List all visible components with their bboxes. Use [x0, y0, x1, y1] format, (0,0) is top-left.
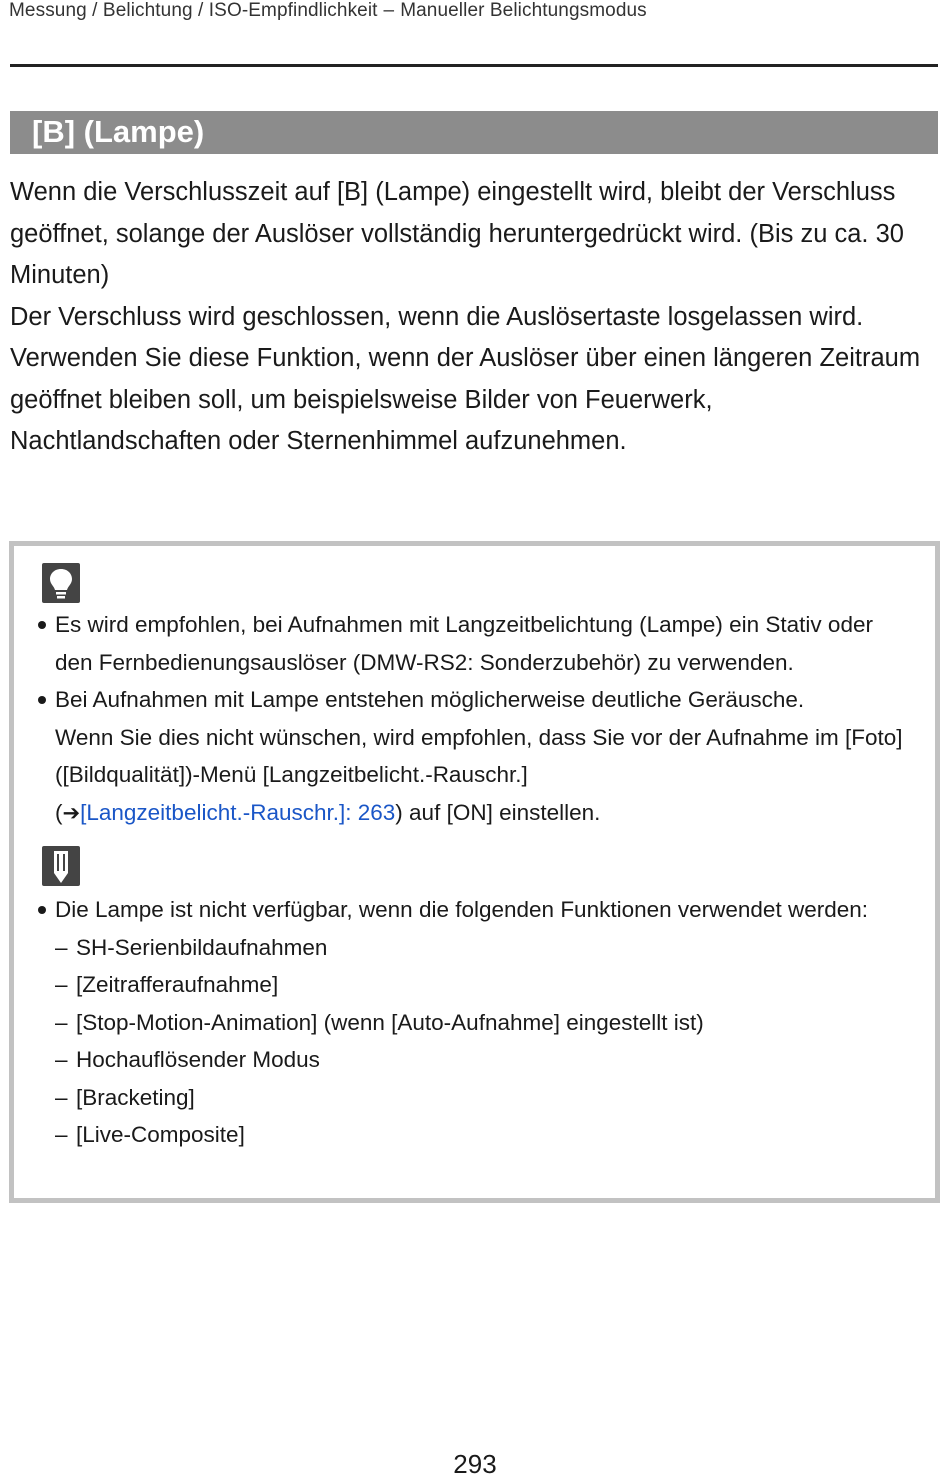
header-section: Manueller Belichtungsmodus: [400, 0, 647, 21]
notes-box: [9, 541, 940, 1203]
list-item: – [Stop-Motion-Animation] (wenn [Auto-Aufnahme] eingestellt ist): [36, 1004, 915, 1042]
header-divider: [10, 64, 938, 67]
body-paragraph: Der Verschluss wird geschlossen, wenn die Auslösertaste losgelassen wird.: [10, 302, 864, 331]
list-item: – [Live-Composite]: [36, 1116, 915, 1154]
body-text: [10, 172, 930, 463]
page-reference-link[interactable]: [Langzeitbelicht.-Rauschr.]: 263: [80, 799, 396, 825]
body-paragraph: Wenn die Verschlusszeit auf [B] (Lampe) eingestellt wird, bleibt der Verschluss geöffnet, solange der Auslöser vollständig heruntergedrückt wird. (Bis zu ca. 30 Minuten): [10, 178, 904, 289]
section-title: [B] (Lampe): [32, 114, 205, 149]
list-item: Es wird empfohlen, bei Aufnahmen mit Langzeitbelichtung (Lampe) ein Stativ oder den Fernbedienungsauslöser (DMW-RS2: Sonderzubehör) zu verwenden.: [36, 606, 915, 681]
tip-lead: Bei Aufnahmen mit Lampe entstehen möglicherweise deutliche Geräusche.: [55, 687, 805, 712]
list-item: – SH-Serienbildaufnahmen: [36, 929, 915, 967]
tip-reference-line: [55, 794, 915, 833]
list-item: – [Bracketing]: [36, 1079, 915, 1117]
page-header: [9, 0, 647, 22]
tips-list: [36, 606, 915, 832]
header-breadcrumb: Messung / Belichtung / ISO-Empfindlichkeit: [9, 0, 378, 21]
open-paren: (: [55, 799, 63, 825]
body-paragraph: Verwenden Sie diese Funktion, wenn der Auslöser über einen längeren Zeitraum geöffnet bleiben soll, um beispielsweise Bilder von Feuerwerk, Nachtlandschaften oder Sternenhimmel aufzunehmen.: [10, 344, 921, 455]
pencil-note-icon: [42, 846, 80, 886]
arrow-right-icon: ➔: [62, 800, 81, 825]
lightbulb-icon: [42, 563, 80, 603]
list-item: [36, 681, 915, 832]
section-heading-bar: [10, 111, 938, 154]
header-separator: –: [383, 0, 395, 21]
list-item: – [Zeitrafferaufnahme]: [36, 966, 915, 1004]
list-item: – Hochauflösender Modus: [36, 1041, 915, 1079]
tip-tail: ) auf [ON] einstellen.: [395, 799, 601, 825]
page-number: 293: [453, 1449, 497, 1479]
tip-body: Wenn Sie dies nicht wünschen, wird empfohlen, dass Sie vor der Aufnahme im [Foto] ([Bildqualität])-Menü [Langzeitbelicht.-Rauschr.]: [55, 724, 903, 787]
memo-list: [36, 891, 915, 1154]
list-item: Die Lampe ist nicht verfügbar, wenn die folgenden Funktionen verwendet werden:: [36, 891, 915, 929]
